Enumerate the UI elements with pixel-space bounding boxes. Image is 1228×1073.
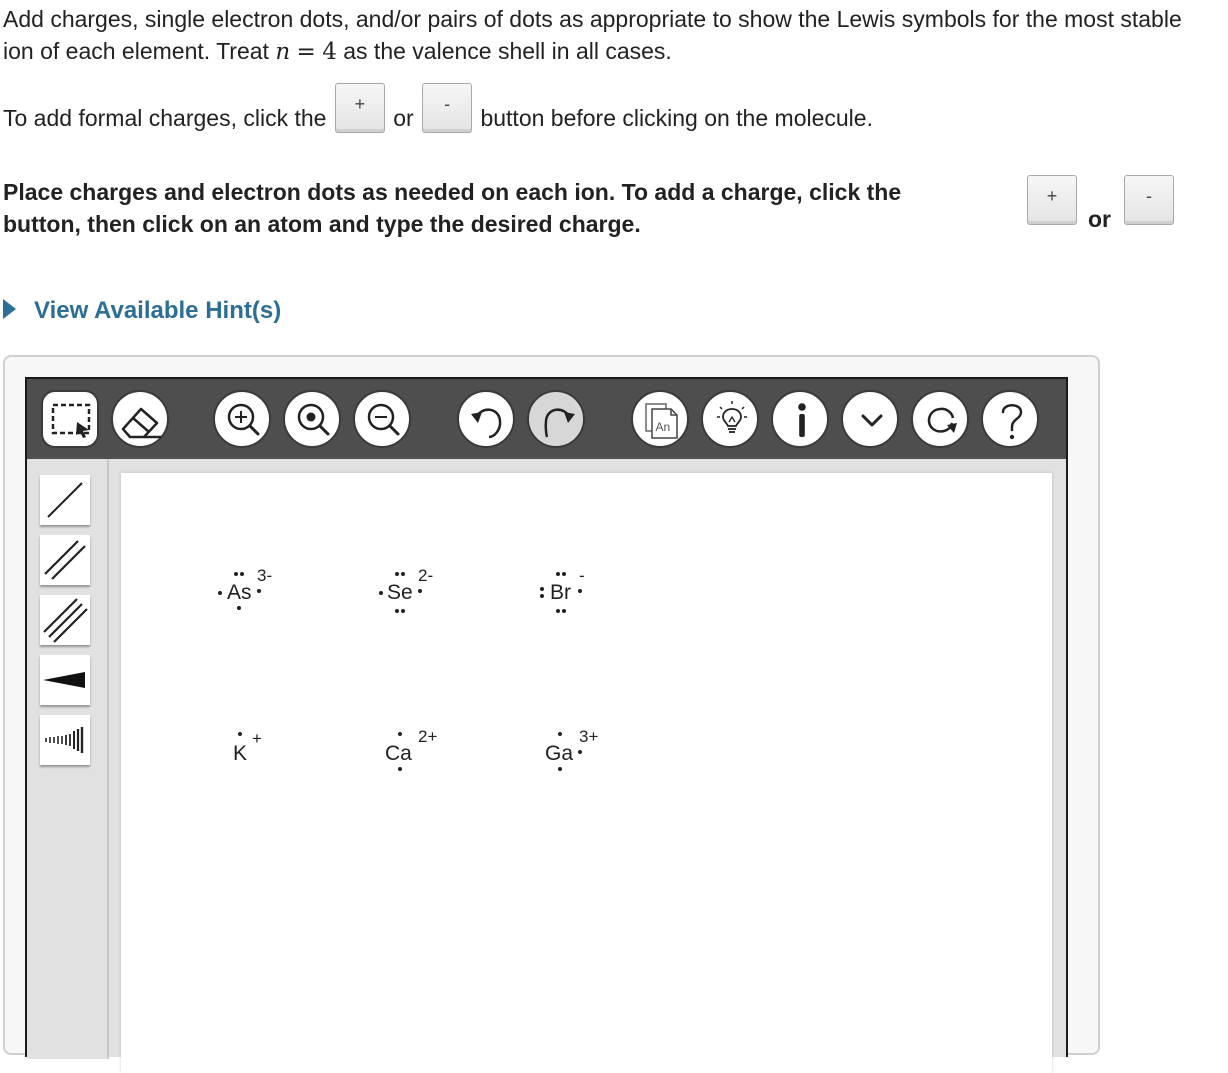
electron-dot <box>398 767 402 771</box>
electron-dot <box>562 572 566 576</box>
instruction-paragraph <box>3 3 1208 68</box>
hint-label: View Available Hint(s) <box>34 297 282 324</box>
electron-dot <box>401 572 405 576</box>
charge-selenium: 2- <box>418 566 434 585</box>
inline-plus-charge-button[interactable] <box>335 83 385 133</box>
formal-or: or <box>393 105 414 132</box>
drawing-canvas[interactable] <box>121 473 1052 1073</box>
electron-dot <box>234 572 238 576</box>
instruction-text: Add charges, single electron dots, and/or pairs of dots as appropriate to show the Lewis symbols for the most stable ion of each element. Treat <box>3 6 1182 64</box>
electron-dot <box>257 589 261 593</box>
hint-bulb-button[interactable] <box>701 390 759 448</box>
electron-dot <box>558 767 562 771</box>
more-options-button[interactable] <box>841 390 899 448</box>
redo-icon <box>529 392 587 450</box>
electron-dot <box>240 572 244 576</box>
wedge-bond-icon <box>40 655 90 705</box>
triple-bond-icon <box>40 595 90 645</box>
undo-button[interactable] <box>457 390 515 448</box>
formal-suffix: button before clicking on the molecule. <box>480 105 873 132</box>
math-variable-n: n <box>275 39 291 65</box>
plus-label: + <box>1046 186 1058 206</box>
charge-potassium: + <box>252 729 262 748</box>
electron-dot <box>218 591 222 595</box>
atom-arsenic[interactable]: As <box>227 581 252 604</box>
info-icon <box>773 392 831 450</box>
zoom-in-button[interactable] <box>213 390 271 448</box>
formal-charge-instruction <box>3 95 873 145</box>
inline-minus-charge-button[interactable] <box>422 83 472 133</box>
lightbulb-icon <box>703 392 761 450</box>
info-button[interactable] <box>771 390 829 448</box>
zoom-reset-button[interactable] <box>283 390 341 448</box>
chevron-down-icon <box>843 392 901 450</box>
zoom-in-icon <box>215 392 273 450</box>
template-label: An <box>655 420 671 434</box>
formal-prefix: To add formal charges, click the <box>3 105 327 132</box>
view-hints-toggle[interactable] <box>3 297 281 325</box>
template-button[interactable] <box>631 390 689 448</box>
bold-minus-charge-button[interactable] <box>1124 175 1174 225</box>
question-mark-icon <box>983 392 1041 450</box>
zoom-out-button[interactable] <box>353 390 411 448</box>
bold-instruction-line1: Place charges and electron dots as needed on each ion. To add a charge, click the <box>3 179 902 205</box>
electron-dot <box>540 594 544 598</box>
hash-bond-tool[interactable] <box>40 715 90 765</box>
hashed-wedge-bond-icon <box>40 715 90 765</box>
electron-dot <box>556 572 560 576</box>
chemistry-editor <box>25 377 1068 1057</box>
charge-arsenic: 3- <box>257 566 273 585</box>
editor-toolbar <box>27 379 1066 459</box>
help-button[interactable] <box>981 390 1039 448</box>
zoom-fit-icon <box>285 392 343 450</box>
electron-dot <box>395 609 399 613</box>
electron-dot <box>562 609 566 613</box>
select-lasso-icon <box>43 392 101 450</box>
double-bond-tool[interactable] <box>40 535 90 585</box>
electron-dot <box>398 732 402 736</box>
electron-dot <box>379 591 383 595</box>
bold-instruction-line2: button, then click on an atom and type the desired charge. <box>3 211 641 237</box>
single-bond-icon <box>40 475 90 525</box>
bold-instruction <box>3 176 1203 240</box>
electron-dot <box>540 587 544 591</box>
atom-selenium[interactable]: Se <box>387 581 413 604</box>
atom-bromine[interactable]: Br <box>550 581 571 604</box>
bond-tools-panel <box>27 459 109 1059</box>
electron-dot <box>578 750 582 754</box>
electron-dot <box>238 732 242 736</box>
instruction-tail: as the valence shell in all cases. <box>343 38 672 64</box>
bold-plus-charge-button[interactable] <box>1027 175 1077 225</box>
eraser-icon <box>113 392 171 450</box>
electron-dot <box>556 609 560 613</box>
electron-dot <box>395 572 399 576</box>
reset-button[interactable] <box>911 390 969 448</box>
expand-triangle-icon <box>3 299 16 319</box>
electron-dot <box>558 732 562 736</box>
electron-dot <box>237 606 241 610</box>
electron-dot <box>401 609 405 613</box>
triple-bond-tool[interactable] <box>40 595 90 645</box>
document-template-icon <box>633 392 691 450</box>
charge-calcium: 2+ <box>418 727 438 746</box>
atom-gallium[interactable]: Ga <box>545 742 574 765</box>
atom-potassium[interactable]: K <box>233 742 248 765</box>
double-bond-icon <box>40 535 90 585</box>
atom-calcium[interactable]: Ca <box>385 742 412 765</box>
zoom-out-icon <box>355 392 413 450</box>
plus-label: + <box>354 94 366 114</box>
reset-icon <box>913 392 971 450</box>
redo-button[interactable] <box>527 390 585 448</box>
eraser-button[interactable] <box>111 390 169 448</box>
math-number: 4 <box>322 39 337 65</box>
charge-bromine: - <box>579 566 585 585</box>
charge-gallium: 3+ <box>579 727 599 746</box>
wedge-bond-tool[interactable] <box>40 655 90 705</box>
bold-or: or <box>1088 206 1111 232</box>
select-tool-button[interactable] <box>41 390 99 448</box>
undo-icon <box>459 392 517 450</box>
minus-label: - <box>1146 186 1152 206</box>
math-equals: = <box>296 39 316 65</box>
minus-label: - <box>444 94 451 114</box>
electron-dot <box>578 589 582 593</box>
electron-dot <box>418 589 422 593</box>
single-bond-tool[interactable] <box>40 475 90 525</box>
